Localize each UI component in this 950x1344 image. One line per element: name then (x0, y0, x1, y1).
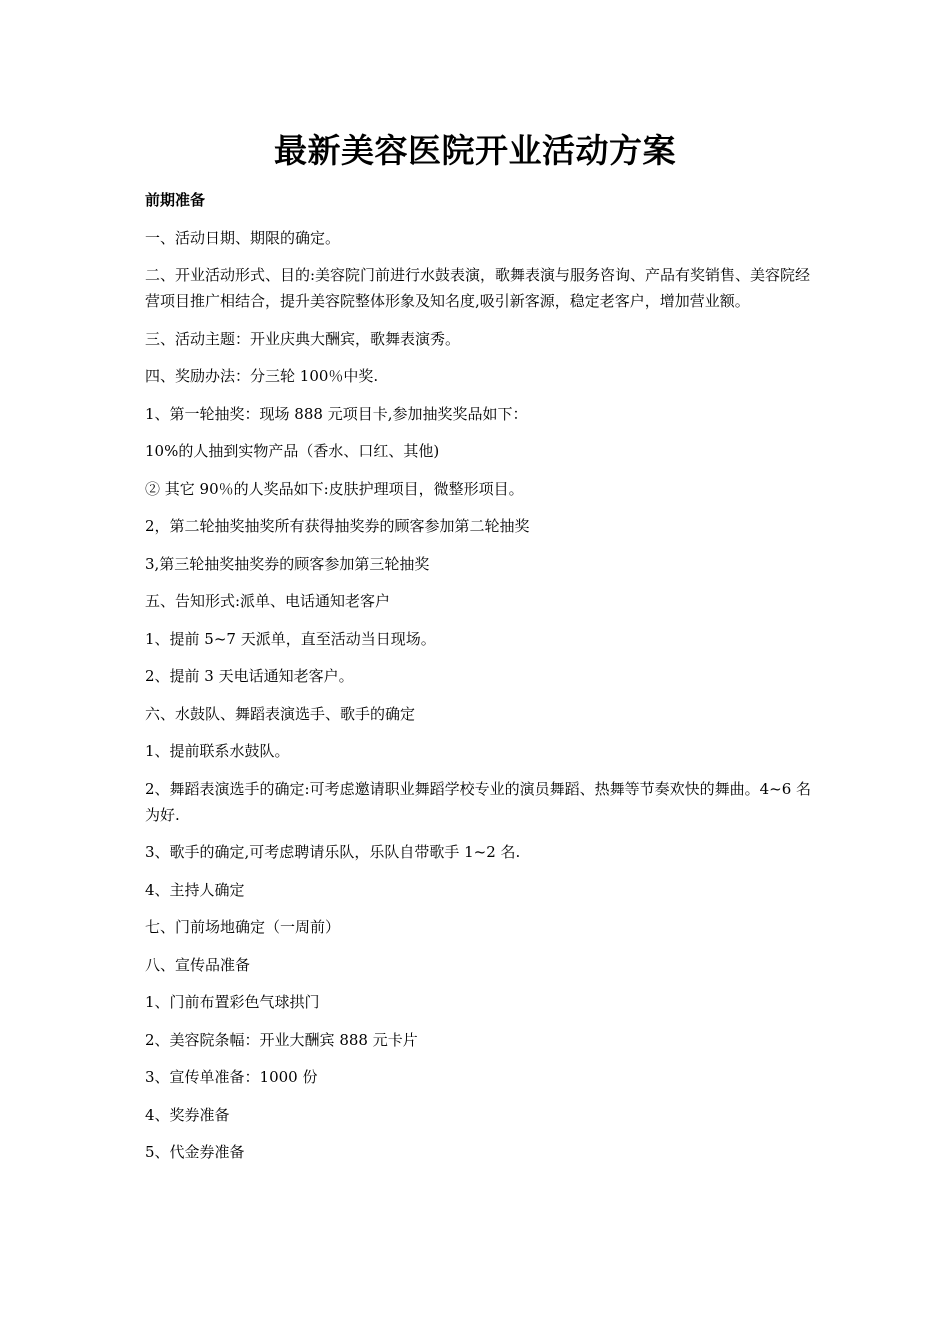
paragraph: 2、美容院条幅：开业大酬宾 888 元卡片 (145, 1030, 418, 1049)
paragraph: 1、门前布置彩色气球拱门 (145, 993, 320, 1011)
paragraph: 2、提前 3 天电话通知老客户。 (145, 667, 354, 685)
paragraph: 10%的人抽到实物产品（香水、口红、其他) (145, 442, 440, 460)
paragraph: 1、提前 5~7 天派单，直至活动当日现场。 (145, 629, 436, 648)
paragraph: 五、告知形式:派单、电话通知老客户 (145, 592, 391, 610)
document-body (145, 187, 813, 1177)
paragraph: 3、宣传单准备：1000 份 (145, 1068, 318, 1086)
paragraph: 5、代金券准备 (145, 1143, 245, 1161)
paragraph: 二、开业活动形式、目的:美容院门前进行水鼓表演，歌舞表演与服务咨询、产品有奖销售、美容院经营项目推广相结合，提升美容院整体形象及知名度,吸引新客源，稳定老客户，增加营业额。 (145, 266, 811, 310)
paragraph: 3、歌手的确定,可考虑聘请乐队，乐队自带歌手 1~2 名. (145, 843, 521, 861)
paragraph: 2、舞蹈表演选手的确定:可考虑邀请职业舞蹈学校专业的演员舞蹈、热舞等节奏欢快的舞曲。4~6 名为好. (145, 779, 812, 824)
paragraph: 3,第三轮抽奖抽奖券的顾客参加第三轮抽奖 (145, 554, 430, 573)
paragraph: 4、主持人确定 (145, 880, 245, 899)
paragraph: 1、第一轮抽奖：现场 888 元项目卡,参加抽奖奖品如下： (145, 404, 528, 423)
paragraph: 三、活动主题：开业庆典大酬宾，歌舞表演秀。 (145, 329, 461, 348)
section-heading: 前期准备 (145, 191, 206, 209)
document-title: 最新美容医院开业活动方案 (274, 131, 676, 170)
paragraph: 2，第二轮抽奖抽奖所有获得抽奖券的顾客参加第二轮抽奖 (145, 517, 530, 535)
paragraph: ② 其它 90％的人奖品如下:皮肤护理项目，微整形项目。 (145, 479, 524, 498)
paragraph: 四、奖励办法：分三轮 100％中奖. (145, 367, 379, 385)
paragraph: 一、活动日期、期限的确定。 (145, 228, 341, 247)
paragraph: 4、奖券准备 (145, 1105, 230, 1124)
paragraph: 八、宣传品准备 (145, 955, 251, 974)
paragraph: 六、水鼓队、舞蹈表演选手、歌手的确定 (145, 704, 416, 723)
paragraph: 七、门前场地确定（一周前） (145, 918, 341, 936)
paragraph: 1、提前联系水鼓队。 (145, 742, 290, 760)
